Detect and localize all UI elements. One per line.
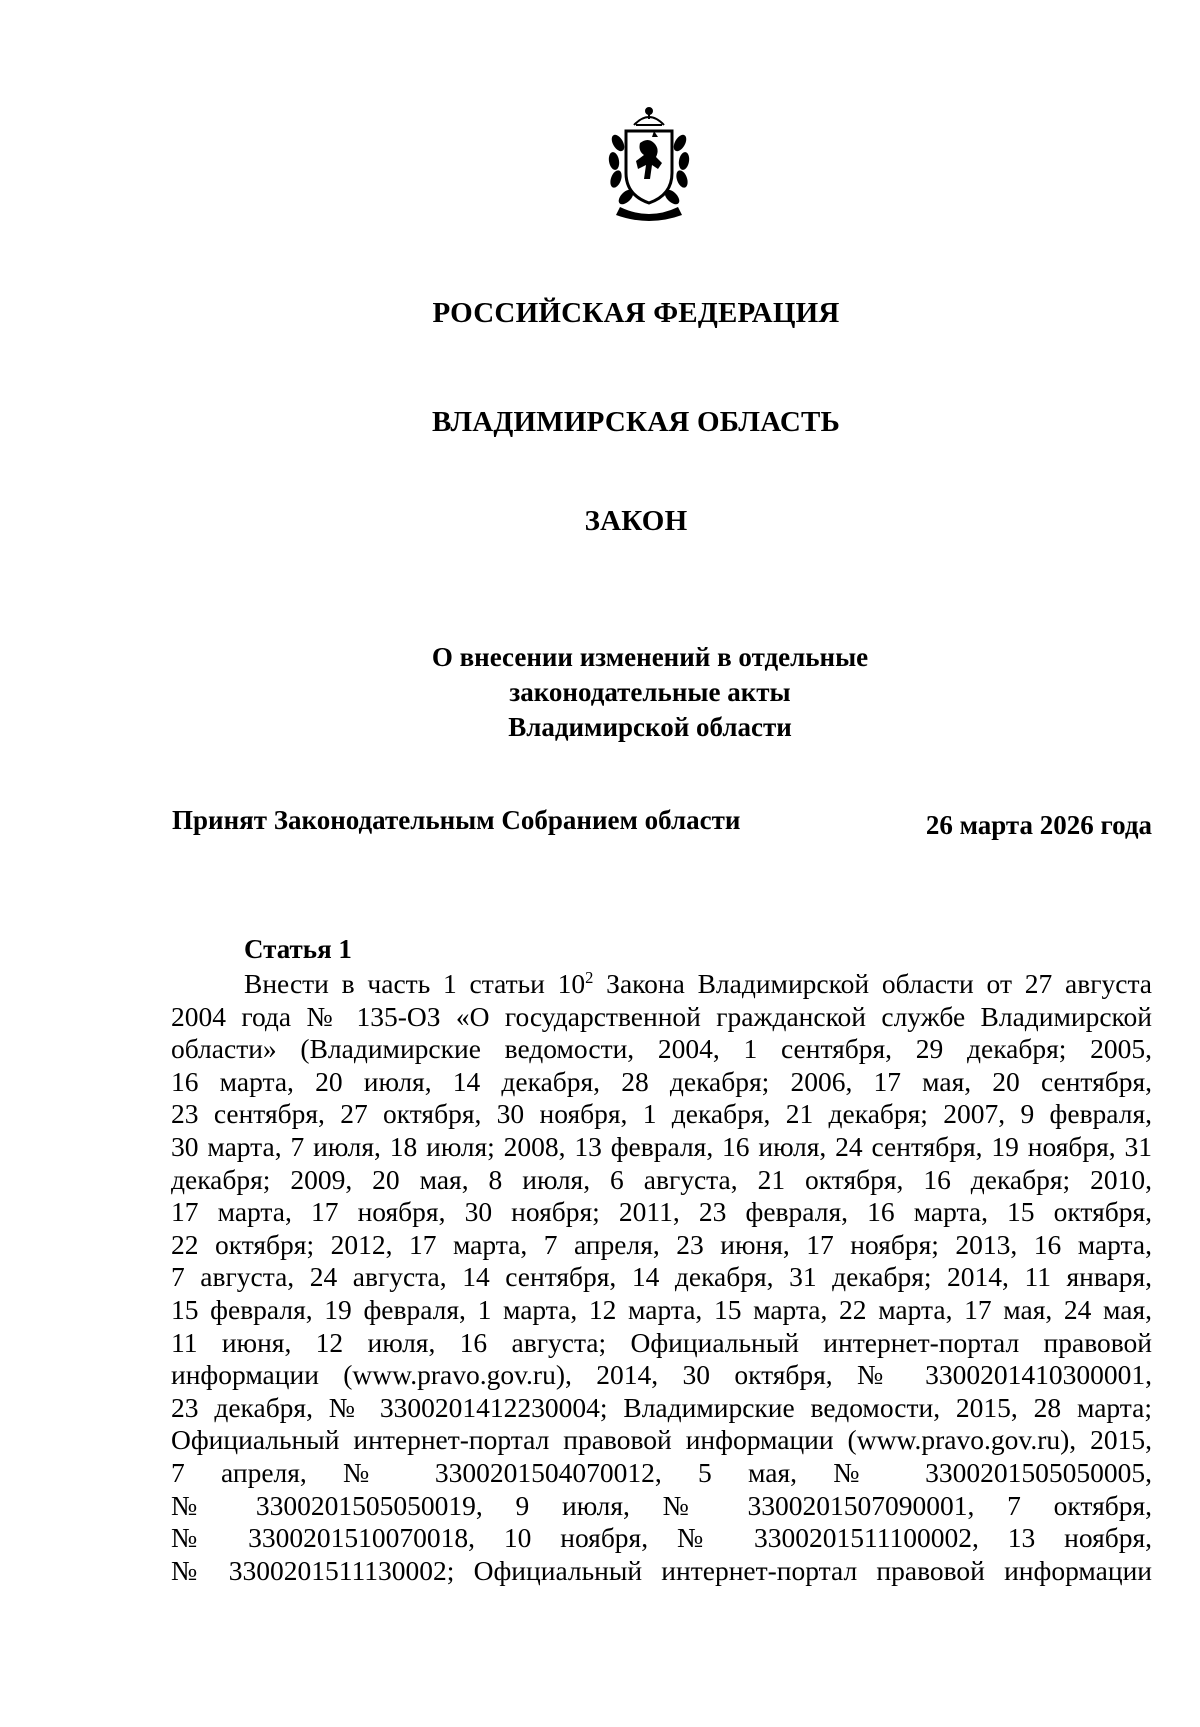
- article-line: Официальный интернет-портал правовой информации (www.pravo.gov.ru), 2015,: [171, 1424, 1152, 1456]
- article-line: 23 декабря, № 3300201412230004; Владимирские ведомости, 2015, 28 марта;: [171, 1391, 1152, 1423]
- article-line: области» (Владимирские ведомости, 2004, 1 сентября, 29 декабря; 2005,: [171, 1033, 1152, 1065]
- law-title: [390, 640, 910, 745]
- article-line: [171, 968, 1152, 1001]
- article-line: 2004 года № 135-ОЗ «О государственной гражданской службе Владимирской: [171, 1000, 1152, 1032]
- adoption-label: Принят Законодательным Собранием области: [172, 805, 741, 835]
- article-line: № 3300201511130002; Официальный интернет-портал правовой информации: [171, 1554, 1152, 1586]
- article-line: информации (www.pravo.gov.ru), 2014, 30 октября, № 3300201410300001,: [171, 1359, 1152, 1391]
- article-line: 22 октября; 2012, 17 марта, 7 апреля, 23 июня, 17 ноября; 2013, 16 марта,: [171, 1228, 1152, 1260]
- article-line: 7 августа, 24 августа, 14 сентября, 14 декабря, 31 декабря; 2014, 11 января,: [171, 1261, 1152, 1293]
- article-line: № 3300201505050019, 9 июля, № 3300201507090001, 7 октября,: [171, 1489, 1152, 1521]
- federation-heading: РОССИЙСКАЯ ФЕДЕРАЦИЯ: [432, 297, 840, 329]
- article-heading: Статья 1: [244, 934, 352, 964]
- adoption-date: 26 марта 2026 года: [925, 810, 1152, 840]
- article-line: декабря; 2009, 20 мая, 8 июля, 6 августа, 21 октября, 16 декабря; 2010,: [171, 1163, 1152, 1195]
- article-line-post: Закона Владимирской области от 27 августа: [593, 968, 1152, 999]
- article-line: 7 апреля, № 3300201504070012, 5 мая, № 3300201505050005,: [171, 1456, 1152, 1488]
- article-line: 16 марта, 20 июля, 14 декабря, 28 декабря; 2006, 17 мая, 20 сентября,: [171, 1065, 1152, 1097]
- article-line: 15 февраля, 19 февраля, 1 марта, 12 марта, 15 марта, 22 марта, 17 мая, 24 мая,: [171, 1293, 1152, 1325]
- article-line: № 3300201510070018, 10 ноября, № 3300201511100002, 13 ноября,: [171, 1522, 1152, 1554]
- region-heading: ВЛАДИМИРСКАЯ ОБЛАСТЬ: [432, 406, 840, 438]
- document-type-heading: ЗАКОН: [584, 505, 688, 537]
- coat-of-arms-icon: [596, 103, 702, 225]
- law-title-line: О внесении изменений в отдельные: [431, 642, 869, 672]
- article-line-pre: Внести в часть 1 статьи 10: [244, 968, 586, 999]
- law-title-line: Владимирской области: [508, 712, 792, 742]
- law-title-line: законодательные акты: [509, 677, 791, 707]
- article-line: 30 марта, 7 июля, 18 июля; 2008, 13 февраля, 16 июля, 24 сентября, 19 ноября, 31: [171, 1130, 1152, 1162]
- article-line: 11 июня, 12 июля, 16 августа; Официальный интернет-портал правовой: [171, 1326, 1152, 1358]
- article-superscript: 2: [585, 967, 594, 987]
- article-body: [171, 968, 1152, 1587]
- article-line: 17 марта, 17 ноября, 30 ноября; 2011, 23 февраля, 16 марта, 15 октября,: [171, 1196, 1152, 1228]
- article-line: 23 сентября, 27 октября, 30 ноября, 1 декабря, 21 декабря; 2007, 9 февраля,: [171, 1098, 1152, 1130]
